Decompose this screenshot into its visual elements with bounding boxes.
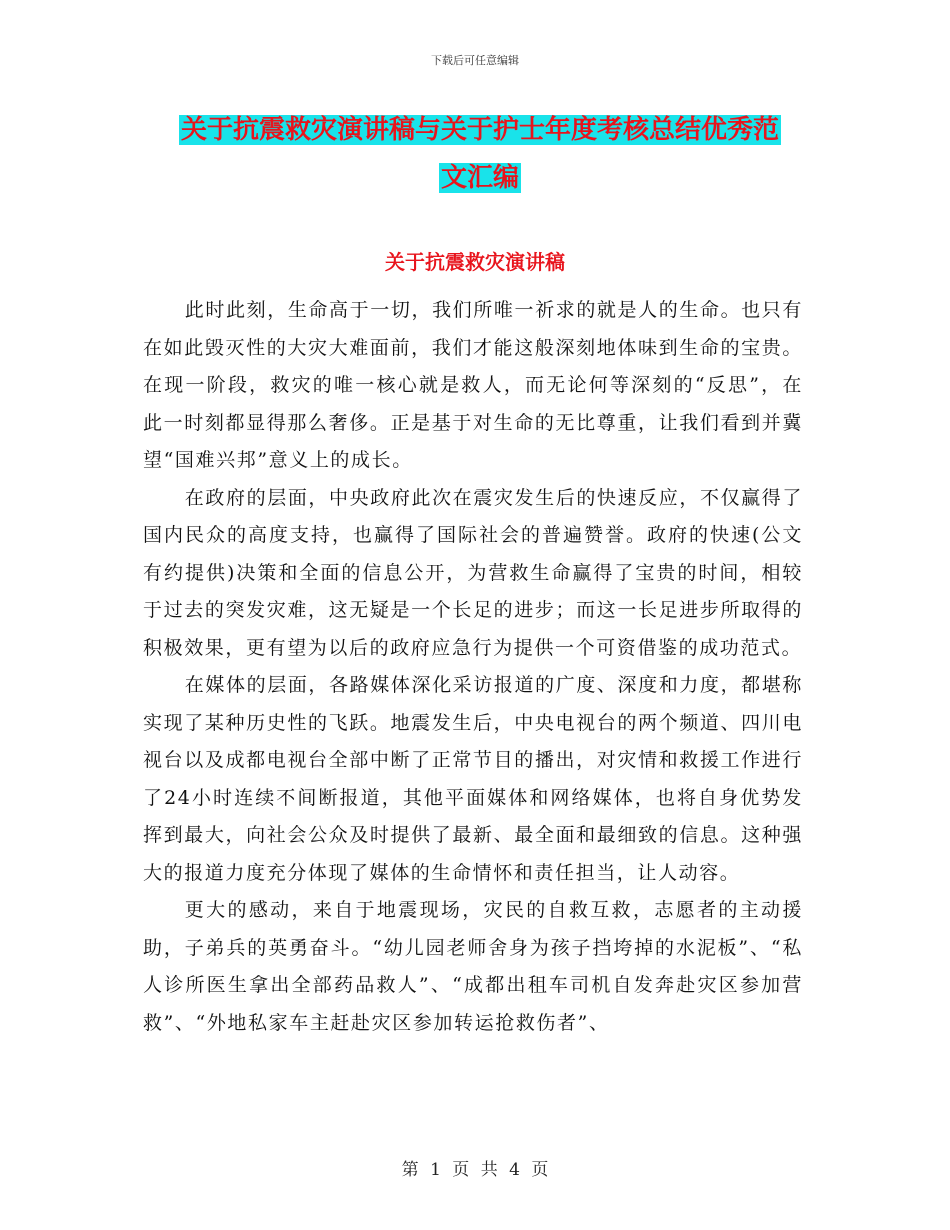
- paragraph: 在媒体的层面，各路媒体深化采访报道的广度、深度和力度，都堪称实现了某种历史性的飞跃。地震发生后，中央电视台的两个频道、四川电视台以及成都电视台全部中断了正常节目的播出，对灾情和救援工作进行了24小时连续不间断报道，其他平面媒体和网络媒体，也将自身优势发挥到最大，向社会公众及时提供了最新、最全面和最细致的信息。这种强大的报道力度充分体现了媒体的生命情怀和责任担当，让人动容。: [143, 674, 803, 884]
- document-title: [140, 106, 820, 202]
- paragraph: 在政府的层面，中央政府此次在震灾发生后的快速反应，不仅赢得了国内民众的高度支持，也赢得了国际社会的普遍赞誉。政府的快速(公文有约提供)决策和全面的信息公开，为营救生命赢得了宝贵的时间，相较于过去的突发灾难，这无疑是一个长足的进步；而这一长足进步所取得的积极效果，更有望为以后的政府应急行为提供一个可资借鉴的成功范式。: [143, 486, 803, 659]
- section-title: 关于抗震救灾演讲稿: [385, 250, 565, 274]
- document-body: [143, 292, 803, 1042]
- paragraph: 此时此刻，生命高于一切，我们所唯一祈求的就是人的生命。也只有在如此毁灭性的大灾大难面前，我们才能这般深刻地体味到生命的宝贵。在现一阶段，救灾的唯一核心就是救人，而无论何等深刻的“反思”，在此一时刻都显得那么奢侈。正是基于对生命的无比尊重，让我们看到并冀望“国难兴邦”意义上的成长。: [143, 299, 803, 471]
- page-number-footer: 第 1 页 共 4 页: [401, 1160, 549, 1180]
- page-header-note: 下载后可任意编辑: [431, 54, 519, 67]
- document-title-line-1: 关于抗震救灾演讲稿与关于护士年度考核总结优秀范: [180, 115, 779, 145]
- document-title-line-2: 文汇编: [440, 163, 519, 193]
- paragraph: 更大的感动，来自于地震现场，灾民的自救互救，志愿者的主动援助，子弟兵的英勇奋斗。“幼儿园老师舍身为孩子挡垮掉的水泥板”、“私人诊所医生拿出全部药品救人”、“成都出租车司机自发奔赴灾区参加营救”、“外地私家车主赶赴灾区参加转运抢救伤者”、: [143, 899, 803, 1034]
